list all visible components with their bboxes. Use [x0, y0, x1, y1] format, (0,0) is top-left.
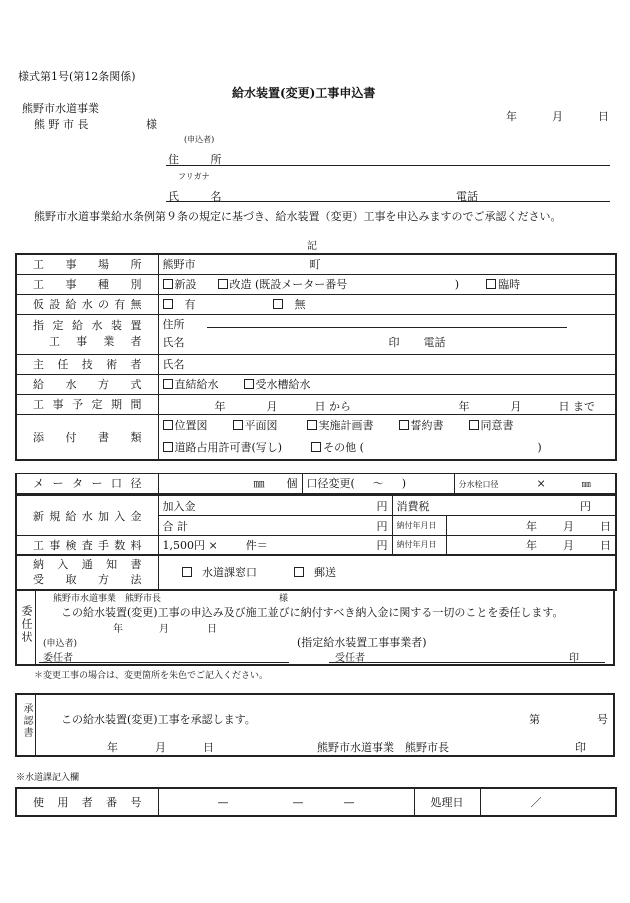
insp-price: 1,500円 ×: [162, 538, 218, 552]
place-city: 熊野市: [162, 258, 196, 272]
period-y1: 年: [214, 399, 226, 413]
meter-mm: ㎜: [253, 477, 265, 491]
contractor-field[interactable]: [158, 314, 616, 354]
addressee-sama: 様: [146, 118, 157, 131]
addressee-line1: 熊野市水道事業: [22, 102, 99, 115]
delegation-side-label: 委任状: [20, 605, 33, 644]
delegation-to: 熊野市水道事業 熊野市長: [53, 594, 162, 604]
meter-size-field[interactable]: [158, 474, 302, 494]
date-day: 日: [598, 110, 609, 123]
valve-field[interactable]: [454, 474, 616, 494]
row-method: [16, 374, 616, 394]
notice-window-label: 水道課窓口: [202, 566, 257, 580]
delegation-text: この給水装置(変更)工事の申込み及び施工並びに納付すべき納入金に関する一切のことを委任します。: [61, 606, 564, 619]
fee-paydate-label: 納付年月日: [392, 516, 446, 536]
fee-tax-label: 消費税: [396, 499, 430, 513]
approval-day: 日: [203, 741, 214, 754]
delegation-section: [15, 589, 615, 666]
meter-close: ): [401, 477, 407, 491]
user-number-label: 使 用 者 番 号: [16, 788, 158, 816]
user-number-field[interactable]: [158, 788, 414, 816]
contractor-seal: 印: [388, 336, 400, 349]
delegation-seal: 印: [569, 653, 579, 664]
meter-change-label: 口径変更(: [306, 477, 355, 491]
insp-paydate-label: 納付年月日: [392, 536, 446, 555]
delegation-left-label: (申込者): [43, 639, 78, 649]
page-title: 給水装置(変更)工事申込書: [232, 86, 376, 100]
period-d1: 日 から: [314, 399, 351, 413]
process-date-field[interactable]: [480, 788, 616, 816]
approval-section: [15, 693, 615, 757]
approval-side-label: 承認書: [21, 703, 32, 739]
checkbox-tank[interactable]: [244, 379, 254, 389]
form-number: 様式第1号(第12条関係): [18, 70, 136, 83]
process-date-slash: ／: [530, 796, 542, 809]
checkbox-doc-implementation[interactable]: [307, 420, 317, 430]
delegation-left-who: 委任者: [43, 653, 73, 664]
fee-total-field[interactable]: [158, 516, 392, 536]
insp-d: 日: [600, 538, 611, 552]
fee-tax-field[interactable]: [392, 496, 616, 516]
fee-paydate-field[interactable]: [446, 516, 616, 536]
delegation-year: 年: [113, 624, 123, 635]
checkbox-direct[interactable]: [163, 379, 173, 389]
applicant-address-label: 住 所: [168, 153, 236, 166]
applicant-phone-label: 電話: [456, 190, 478, 203]
applicant-label: (申込者): [184, 135, 215, 144]
period-label: 工事予定期間: [16, 394, 158, 414]
checkbox-temporary[interactable]: [486, 279, 496, 289]
valve-label: 分水栓口径: [458, 479, 499, 489]
notice-label-1: 納 入 通 知 書: [33, 558, 142, 572]
period-y2: 年: [458, 399, 470, 413]
meter-label: メ ー タ ー 口 径: [16, 474, 158, 494]
valve-mm: ㎜: [581, 479, 591, 490]
method-direct-label: 直結給水: [174, 378, 219, 391]
period-m1: 月: [266, 399, 278, 413]
dash-3: —: [343, 795, 355, 809]
method-label: 給 水 方 式: [16, 374, 158, 394]
type-new-label: 新設: [174, 278, 197, 291]
doc7-label[interactable]: その他 (: [323, 440, 364, 454]
engineer-label: 主 任 技 術 者: [16, 354, 158, 374]
contractor-label-2: 工 事 業 者: [49, 335, 142, 348]
place-label: 工 事 場 所: [16, 254, 158, 274]
fee-yen1: 円: [376, 499, 388, 513]
statement: 熊野市水道事業給水条例第９条の規定に基づき、給水装置（変更）工事を申込みますのでご承認ください。: [34, 210, 562, 223]
ki-label: 記: [307, 241, 317, 252]
row-type: [16, 274, 616, 294]
contractor-addr-label: 住所: [162, 318, 185, 331]
doc1-label: 位置図: [174, 418, 208, 432]
valve-x: ×: [536, 476, 546, 490]
insp-y: 年: [526, 538, 537, 552]
approval-year: 年: [107, 741, 118, 754]
furigana-label: フリガナ: [178, 172, 210, 181]
checkbox-doc-other[interactable]: [311, 442, 321, 452]
application-table: [15, 253, 617, 461]
row-engineer: [16, 354, 616, 374]
method-field: [158, 374, 616, 394]
address-line[interactable]: [166, 165, 610, 166]
office-table: [15, 787, 617, 817]
fee-table: [15, 495, 617, 556]
row-meter: [16, 474, 616, 494]
fee-m: 月: [563, 519, 574, 533]
checkbox-window[interactable]: [182, 567, 192, 577]
notice-label: [16, 556, 158, 590]
place-field[interactable]: [158, 254, 616, 274]
insp-count: 件＝: [245, 538, 268, 552]
dash-1: —: [217, 795, 229, 809]
delegatee-line[interactable]: [329, 662, 605, 663]
contractor-name-label: 氏名: [162, 336, 185, 349]
type-close: ): [454, 278, 460, 291]
row-notice: [16, 556, 616, 590]
fee-label: 新規給水加入金: [16, 496, 158, 536]
delegation-sama: 様: [279, 594, 289, 604]
row-temp-supply: [16, 294, 616, 314]
engineer-name-label: 氏名: [162, 358, 185, 371]
note-text: ＊変更工事の場合は、変更箇所を朱色でご記入ください。: [34, 671, 269, 681]
docs-label: 添 付 書 類: [16, 414, 158, 460]
period-m2: 月: [510, 399, 522, 413]
insp-yen: 円: [376, 538, 388, 552]
checkbox-mail[interactable]: [294, 567, 304, 577]
period-d2: 日 まで: [558, 399, 595, 413]
insp-m: 月: [563, 538, 574, 552]
row-period: [16, 394, 616, 414]
meter-tilde: 〜: [372, 477, 384, 491]
dash-2: —: [292, 795, 304, 809]
doc4-label: 誓約書: [410, 418, 444, 432]
contractor-phone-label: 電話: [423, 336, 446, 349]
checkbox-none[interactable]: [273, 299, 283, 309]
notice-field: [158, 556, 616, 590]
approval-go: 号: [597, 713, 608, 726]
row-office: [16, 788, 616, 816]
temp-supply-label: 仮設給水の有無: [16, 294, 158, 314]
type-temp-label: 臨時: [498, 278, 521, 291]
delegator-line[interactable]: [39, 662, 289, 663]
meter-change-field[interactable]: [302, 474, 454, 494]
temp-no-label: 無: [294, 298, 306, 311]
notice-label-2: 受 取 方 法: [33, 573, 142, 587]
temp-supply-field: [158, 294, 616, 314]
checkbox-modify[interactable]: [218, 279, 228, 289]
delegation-right-who: 受任者: [335, 653, 365, 664]
contractor-label: [16, 314, 158, 354]
meter-table: [15, 473, 617, 495]
approval-text: この給水装置(変更)工事を承認します。: [61, 713, 256, 726]
row-place: [16, 254, 616, 274]
row-fee-1: [16, 496, 616, 516]
inspection-label: 工事検査手数料: [16, 536, 158, 555]
fee-y: 年: [526, 519, 537, 533]
checkbox-has[interactable]: [163, 299, 173, 309]
doc6-label: 道路占用許可書(写し): [174, 440, 283, 454]
name-line[interactable]: [166, 201, 610, 202]
approval-no: 第: [529, 713, 540, 726]
addressee-line2: 熊 野 市 長: [34, 118, 89, 131]
insp-paydate-field[interactable]: [446, 536, 616, 555]
contractor-label-1: 指 定 給 水 装 置: [33, 319, 142, 332]
date-year: 年: [506, 110, 517, 123]
docs-field: [158, 414, 616, 460]
approval-side: [17, 695, 36, 755]
row-docs: [16, 414, 616, 460]
fee-total-label: 合 計: [162, 519, 188, 533]
approval-month: 月: [155, 741, 166, 754]
doc3-label: 実施計画書: [318, 418, 374, 432]
notice-mail-label: 郵送: [314, 566, 336, 580]
checkbox-doc-road[interactable]: [163, 442, 173, 452]
type-label: 工 事 種 別: [16, 274, 158, 294]
delegation-side: [17, 589, 36, 664]
doc7-close: ): [537, 440, 542, 454]
notice-table: [15, 555, 617, 591]
fee-join-field[interactable]: [158, 496, 392, 516]
meter-ko: 個: [286, 477, 298, 491]
place-town: 町: [309, 258, 321, 272]
checkbox-doc-pledge[interactable]: [399, 420, 409, 430]
row-inspection: [16, 536, 616, 555]
engineer-field[interactable]: [158, 354, 616, 374]
applicant-name-label: 氏 名: [168, 190, 236, 203]
checkbox-doc-location[interactable]: [163, 420, 173, 430]
checkbox-doc-consent[interactable]: [469, 420, 479, 430]
date-month: 月: [552, 110, 563, 123]
method-tank-label: 受水槽給水: [255, 378, 311, 391]
delegation-month: 月: [159, 624, 169, 635]
office-caption: ※水道課記入欄: [16, 773, 80, 783]
temp-yes-label: 有: [184, 298, 196, 311]
doc2-label: 平面図: [244, 418, 278, 432]
fee-yen3: 円: [376, 519, 388, 533]
row-contractor: [16, 314, 616, 354]
checkbox-doc-plan[interactable]: [233, 420, 243, 430]
fee-join-label: 加入金: [162, 499, 196, 513]
process-date-label: 処理日: [414, 788, 480, 816]
delegation-right-label: (指定給水装置工事事業者): [297, 636, 427, 649]
checkbox-new[interactable]: [163, 279, 173, 289]
type-mod-label: 改造 (既設メーター番号: [229, 278, 348, 291]
inspection-field[interactable]: [158, 536, 392, 555]
delegation-day: 日: [207, 624, 217, 635]
fee-yen2: 円: [580, 499, 591, 513]
fee-d: 日: [600, 519, 611, 533]
type-field: [158, 274, 616, 294]
period-field[interactable]: [158, 394, 616, 414]
doc5-label: 同意書: [480, 418, 514, 432]
approval-seal: 印: [575, 741, 586, 754]
approval-issuer: 熊野市水道事業 熊野市長: [317, 741, 449, 754]
